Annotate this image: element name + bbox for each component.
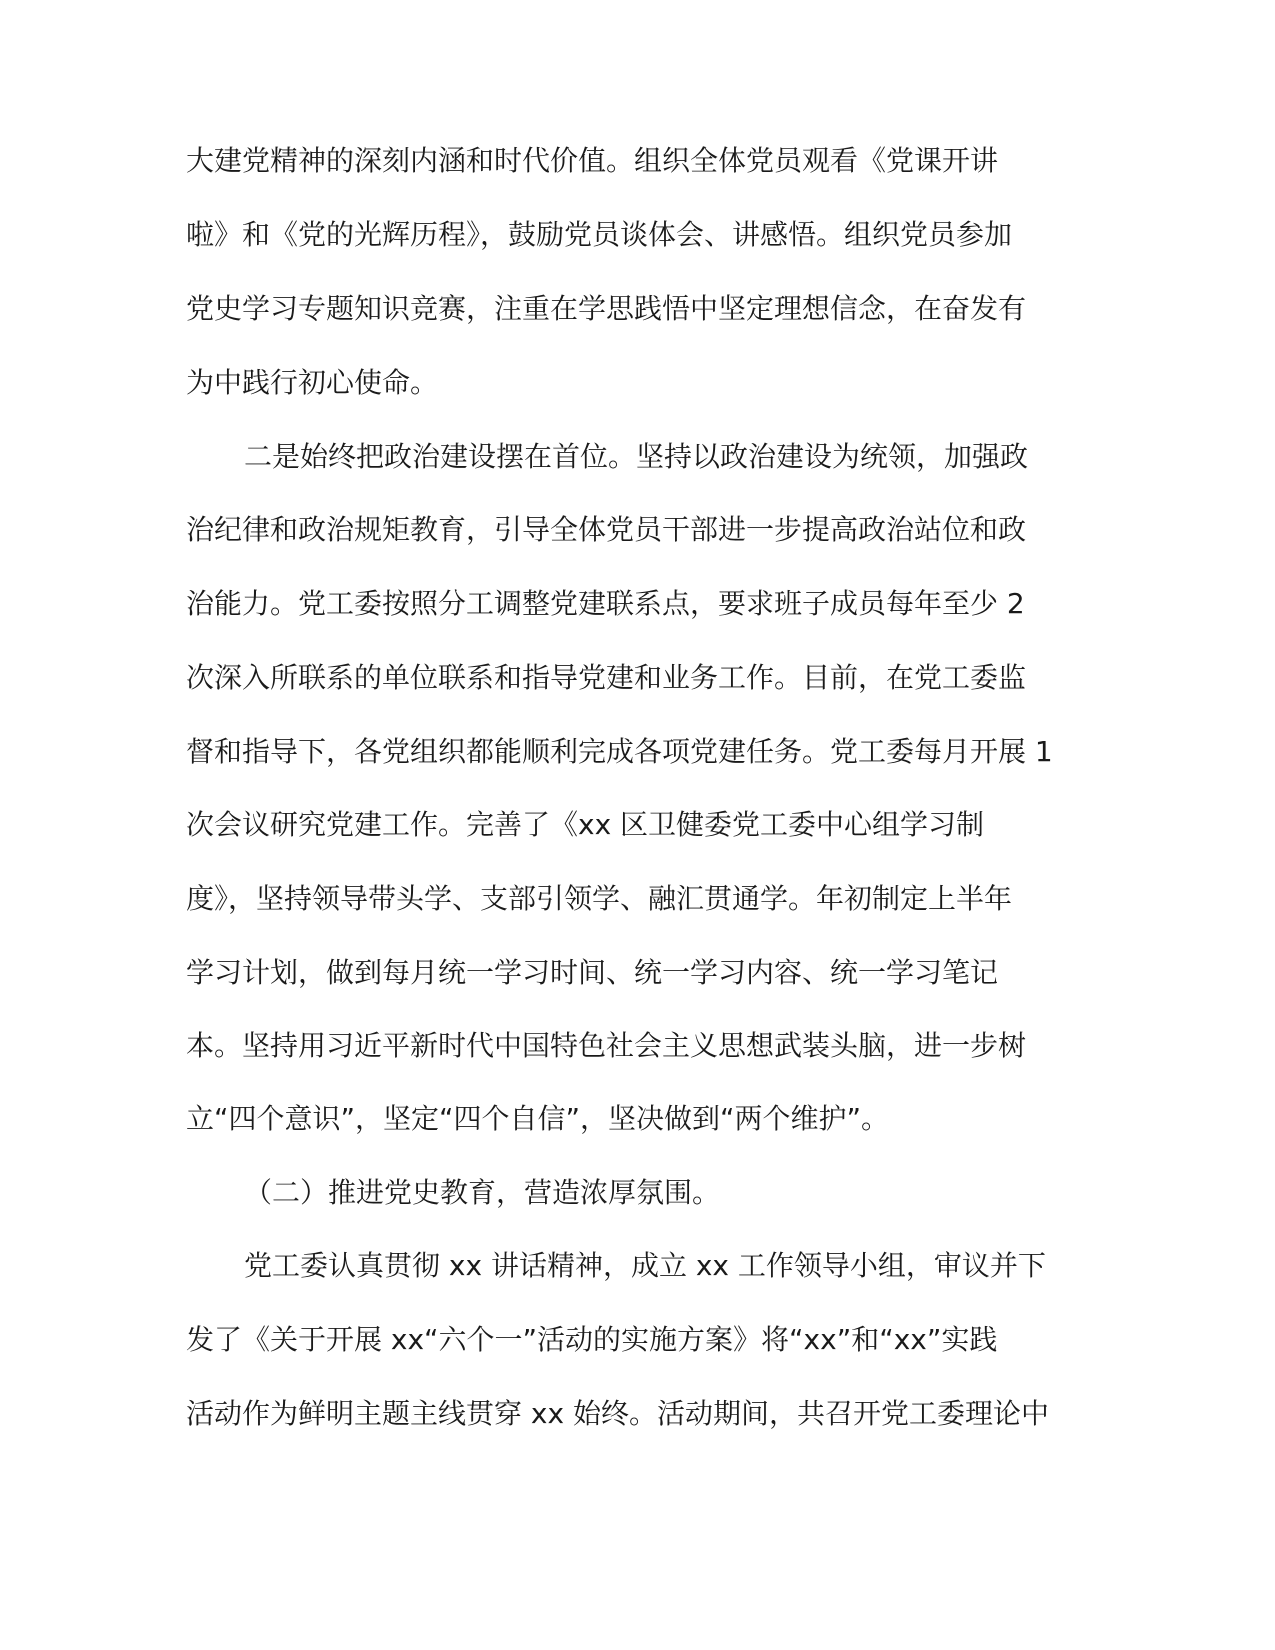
paragraph-start-line: 二是始终把政治建设摆在首位。坚持以政治建设为统领，加强政 xyxy=(244,440,1029,473)
text-line: 大建党精神的深刻内涵和时代价值。组织全体党员观看《党课开讲 xyxy=(186,144,999,177)
text-line: 啦》和《党的光辉历程》，鼓励党员谈体会、讲感悟。组织党员参加 xyxy=(186,218,1013,251)
text-line: 党史学习专题知识竞赛，注重在学思践悟中坚定理想信念，在奋发有 xyxy=(186,292,1027,325)
text-line: 督和指导下，各党组织都能顺利完成各项党建任务。党工委每月开展 1 xyxy=(186,735,1053,768)
text-line: 治纪律和政治规矩教育，引导全体党员干部进一步提高政治站位和政 xyxy=(186,513,1027,546)
text-line: 学习计划，做到每月统一学习时间、统一学习内容、统一学习笔记 xyxy=(186,956,999,989)
paragraph-start-line: 党工委认真贯彻 xx 讲话精神，成立 xx 工作领导小组，审议并下 xyxy=(244,1249,1046,1282)
text-line: 活动作为鲜明主题主线贯穿 xx 始终。活动期间，共召开党工委理论中 xyxy=(186,1397,1049,1430)
text-line: 本。坚持用习近平新时代中国特色社会主义思想武装头脑，进一步树 xyxy=(186,1029,1027,1062)
text-line: 次会议研究党建工作。完善了《xx 区卫健委党工委中心组学习制 xyxy=(186,808,985,841)
text-line: 发了《关于开展 xx“六个一”活动的实施方案》将“xx”和“xx”实践 xyxy=(186,1323,998,1356)
text-line: 治能力。党工委按照分工调整党建联系点，要求班子成员每年至少 2 xyxy=(186,587,1025,620)
text-line: 次深入所联系的单位联系和指导党建和业务工作。目前，在党工委监 xyxy=(186,661,1027,694)
section-heading: （二）推进党史教育，营造浓厚氛围。 xyxy=(244,1176,721,1209)
text-line: 度》，坚持领导带头学、支部引领学、融汇贯通学。年初制定上半年 xyxy=(186,882,1013,915)
text-line: 为中践行初心使命。 xyxy=(186,366,439,399)
text-line: 立“四个意识”，坚定“四个自信”，坚决做到“两个维护”。 xyxy=(186,1102,890,1135)
